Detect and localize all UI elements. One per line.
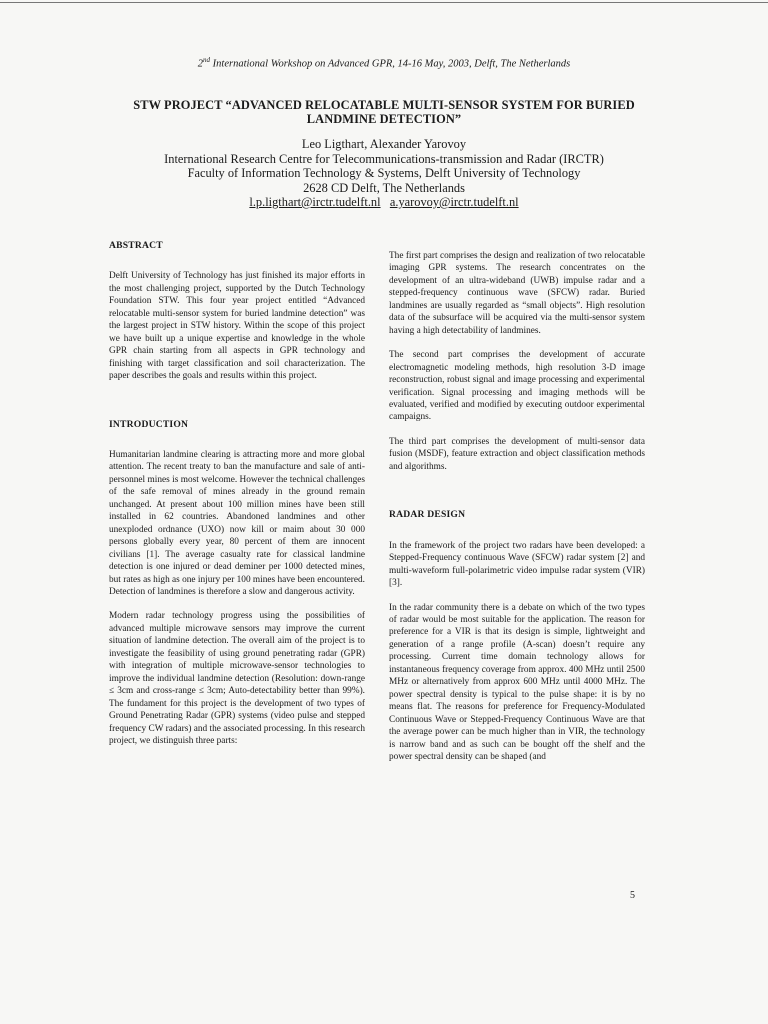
email-link-2[interactable]: a.yarovoy@irctr.tudelft.nl xyxy=(389,195,519,209)
parts-paragraph-2: The second part comprises the development of accurate electromagnetic modeling methods, high resolution 3-D image reconstruction, robust signal and image processing and experimental verification. Signal processing and imaging methods will be evaluated, verified and modified by executing outdoor experimental campaigns. xyxy=(389,350,645,423)
top-rule xyxy=(0,2,768,3)
abstract-heading: ABSTRACT xyxy=(109,240,163,251)
address: 2628 CD Delft, The Netherlands xyxy=(303,180,465,195)
paper-title xyxy=(60,98,708,126)
title-line-2: LANDMINE DETECTION” xyxy=(306,112,462,126)
header-ordinal-suffix: nd xyxy=(203,56,211,64)
right-column xyxy=(389,250,645,775)
author-names: Leo Ligthart, Alexander Yarovoy xyxy=(301,137,467,151)
affiliation-2: Faculty of Information Technology & Systems, Delft University of Technology xyxy=(187,166,581,180)
affiliation-1: International Research Centre for Telecommunications-transmission and Radar (IRCTR) xyxy=(164,151,604,166)
header-text: International Workshop on Advanced GPR, 14-16 May, 2003, Delft, The Netherlands xyxy=(210,58,571,70)
title-line-1: STW PROJECT “ADVANCED RELOCATABLE MULTI-SENSOR SYSTEM FOR BURIED xyxy=(133,98,635,112)
email-link-1[interactable]: l.p.ligthart@irctr.tudelft.nl xyxy=(249,195,381,209)
parts-paragraph-3: The third part comprises the development of multi-sensor data fusion (MSDF), feature extraction and object classification methods and algorithms. xyxy=(389,436,645,472)
radar-design-paragraph-1: In the framework of the project two radars have been developed: a Stepped-Frequency continuous Wave (SFCW) radar system [2] and multi-waveform full-polarimetric video impulse radar system (VIR) [3]. xyxy=(389,540,645,589)
introduction-heading: INTRODUCTION xyxy=(109,418,189,430)
conference-header xyxy=(0,56,768,70)
radar-design-heading: RADAR DESIGN xyxy=(389,509,466,521)
author-block xyxy=(0,137,768,210)
emails xyxy=(0,195,768,210)
page-number: 5 xyxy=(630,890,635,901)
introduction-paragraph-2: Modern radar technology progress using the possibilities of advanced multiple microwave sensors may improve the current situation of landmine detection. The overall aim of the project is to investigate the feasibility of using ground penetrating radar (GPR) with integration of multiple microwave-sensor technologies to improve the individual landmine detection (Resolution: down-range ≤ 3cm and cross-range ≤ 3cm; Auto-detectability better than 99%). The fundament for this project is the development of two types of Ground Penetrating Radar (GPR) systems (video pulse and stepped frequency CW radars) and the associated processing. In this research project, we distinguish three parts: xyxy=(109,611,365,746)
abstract-text: Delft University of Technology has just finished its major efforts in the most challenging project, supported by the Dutch Technology Foundation STW. This four year project entitled “Advanced relocatable multi-sensor system for buried landmine detection” was the largest project in STW history. Within the scope of this project we have built up a unique expertise and knowledge in the whole GPR chain starting from all aspects in GPR technology and finishing with target classification and soil characterization. The paper describes the goals and results within this project. xyxy=(109,271,365,382)
introduction-paragraph-1: Humanitarian landmine clearing is attracting more and more global attention. The recent treaty to ban the manufacture and sale of anti-personnel mines is most welcome. However the technical challenges of the safe removal of mines already in the ground remain unchanged. At present about 100 million mines have been still installed in 62 countries. Abandoned landmines and other unexploded ordnance (UXO) now kill or maim about 30 000 persons globally every year, 80 percent of them are innocent civilians [1]. The average casualty rate for classical landmine detection is one injured or dead deminer per 1000 detected mines, but rates as high as one injury per 100 mines have been encountered. Detection of landmines is therefore a slow and dangerous activity. xyxy=(109,449,365,597)
parts-paragraph-1: The first part comprises the design and realization of two relocatable imaging GPR systems. The research concentrates on the development of an ultra-wideband (UWB) impulse radar and a stepped-frequency continuous wave (SFCW) radar. Buried landmines are usually regarded as “small objects”. High resolution data of the subsurface will be acquired via the multi-sensor system having a high detectability of landmines. xyxy=(389,251,645,336)
radar-design-paragraph-2: In the radar community there is a debate on which of the two types of radar would be most suitable for the application. The reason for preference for a VIR is that its design is simple, lightweight and generation of a range profile (A-scan) doesn’t require any processing. Current time domain technology allows for instantaneous frequency coverage from approx. 400 MHz until 2500 MHz or alternatively from approx 600 MHz until 4000 MHz. The power spectral density is typical to the pulse shape: it is by no means flat. The reasons for preference for Frequency-Modulated Continuous Wave or Stepped-Frequency Continuous Wave are that the average power can be much higher than in VIR, the technology is narrow band and as such can be bought off the shelf and the power spectral density can be shaped (and xyxy=(389,602,645,762)
header-ordinal: 2 xyxy=(197,58,204,70)
left-column xyxy=(109,240,365,759)
